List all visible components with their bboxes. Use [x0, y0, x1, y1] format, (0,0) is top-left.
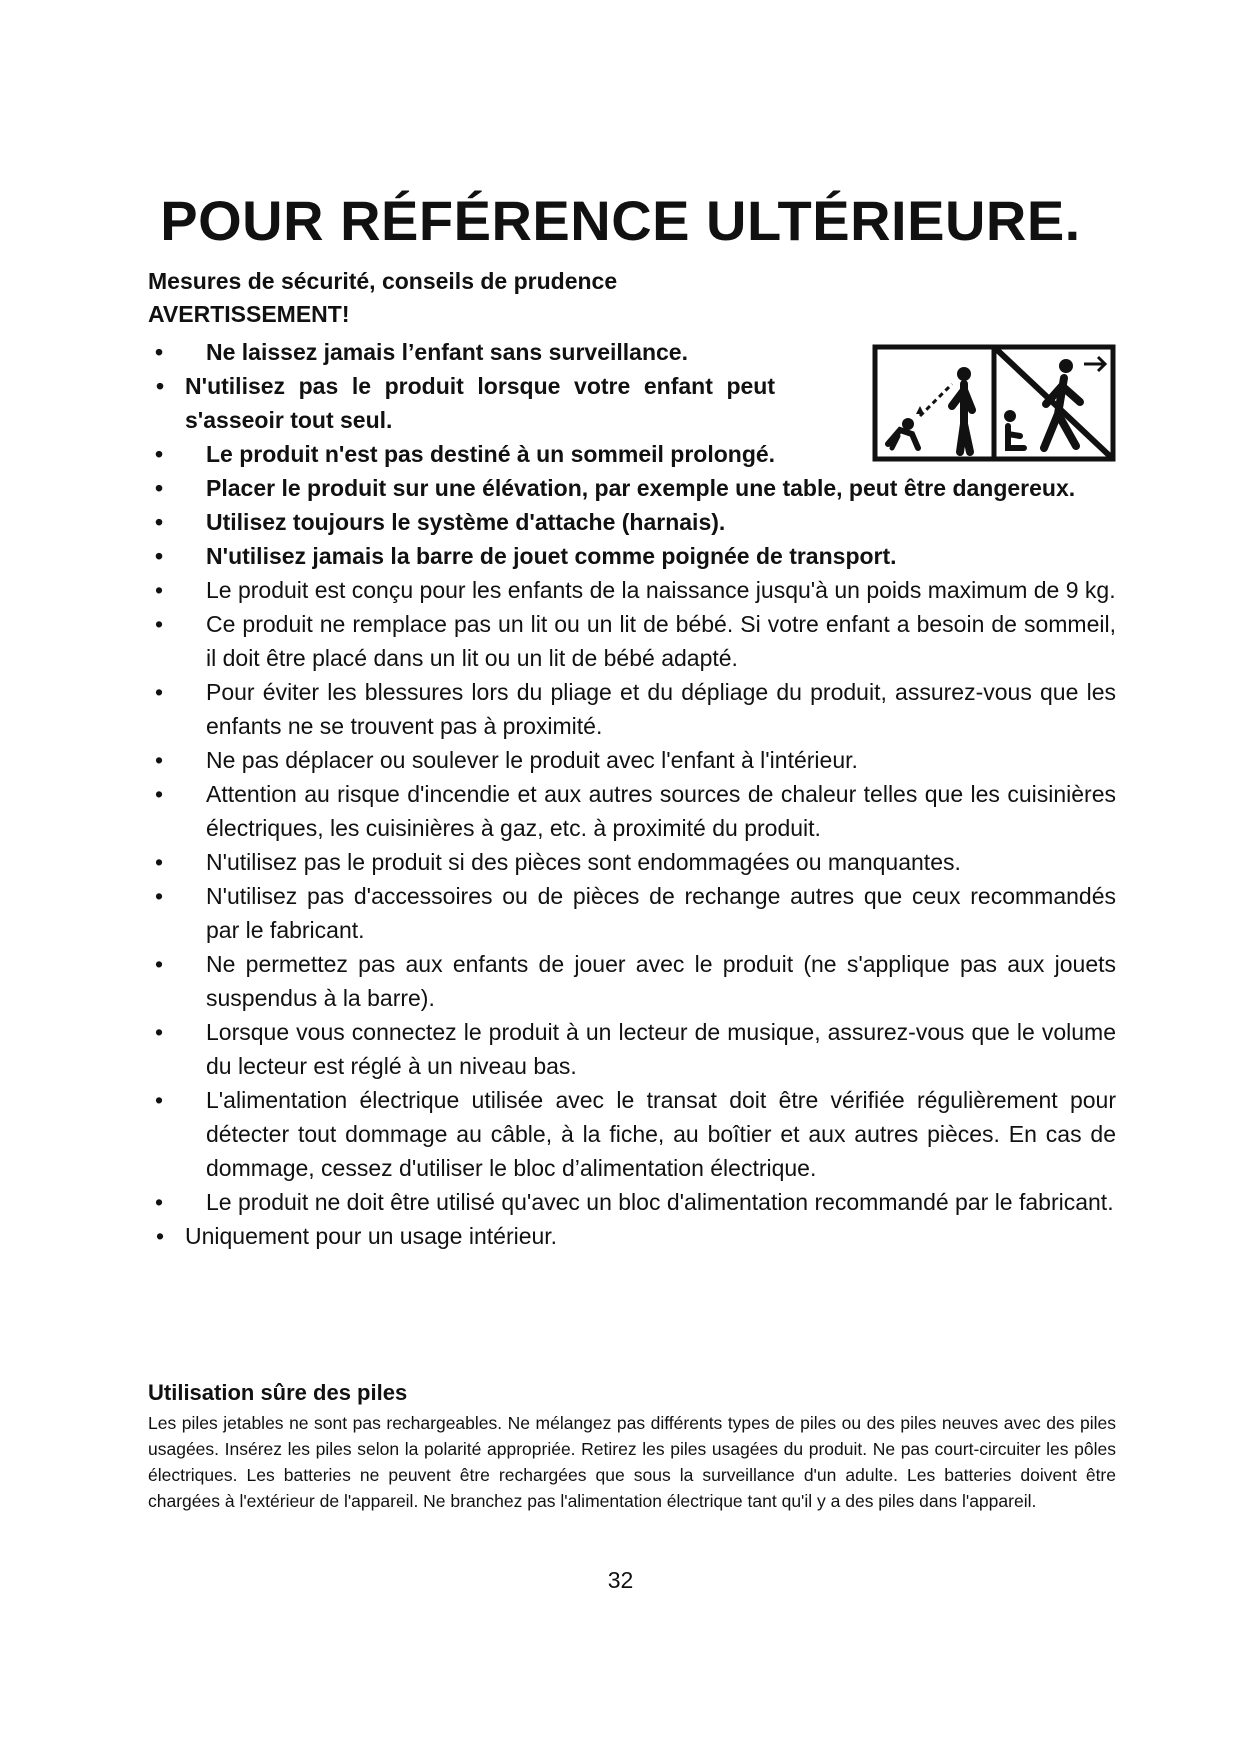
list-item: • Lorsque vous connectez le produit à un lecteur de musique, assurez-vous que le volume du lecteur est réglé à un niveau bas. [148, 1015, 1116, 1083]
page-number: 32 [607, 1567, 634, 1593]
page-title: POUR RÉFÉRENCE ULTÉRIEURE. [160, 189, 1081, 252]
list-item: • Utilisez toujours le système d'attache (harnais). [148, 505, 1116, 539]
bullet-icon: • [155, 543, 164, 569]
list-item: • Ce produit ne remplace pas un lit ou un lit de bébé. Si votre enfant a besoin de sommeil, il doit être placé dans un lit ou un lit de bébé adapté. [148, 607, 1116, 675]
list-item: • Le produit est conçu pour les enfants de la naissance jusqu'à un poids maximum de 9 kg. [148, 573, 1116, 607]
bullet-icon: • [155, 441, 164, 467]
list-item: • Ne permettez pas aux enfants de jouer avec le produit (ne s'applique pas aux jouets suspendus à la barre). [148, 947, 1116, 1015]
list-item: • Attention au risque d'incendie et aux autres sources de chaleur telles que les cuisinières électriques, les cuisinières à gaz, etc. à proximité du produit. [148, 777, 1116, 845]
warning-label: AVERTISSEMENT! [148, 301, 350, 327]
bullet-icon: • [155, 1189, 164, 1215]
bullet-icon: • [155, 679, 164, 705]
battery-section-text: Les piles jetables ne sont pas rechargeables. Ne mélangez pas différents types de piles ou des piles neuves avec des piles usagées. Insérez les piles selon la polarité appropriée. Retirez les piles usagées du produit. Ne pas court-circuiter les pôles électriques. Les batteries ne peuvent être rechargées que sous la surveillance d'un adulte. Les batteries doivent être chargées à l'extérieur de l'appareil. Ne branchez pas l'alimentation électrique tant qu'il y a des piles dans l'appareil. [148, 1413, 1116, 1511]
list-item: • Le produit n'est pas destiné à un sommeil prolongé. [148, 437, 1116, 471]
list-item: • Uniquement pour un usage intérieur. [148, 1219, 1116, 1253]
section-subtitle: Mesures de sécurité, conseils de prudence [148, 268, 618, 294]
list-item: • L'alimentation électrique utilisée avec le transat doit être vérifiée régulièrement pour détecter tout dommage au câble, à la fiche, au boîtier et aux autres pièces. En cas de dommage, cessez d'utiliser le bloc d’alimentation électrique. [148, 1083, 1116, 1185]
list-item: • Le produit ne doit être utilisé qu'avec un bloc d'alimentation recommandé par le fabricant. [148, 1185, 1116, 1219]
bullet-icon: • [155, 951, 164, 977]
list-item: • N'utilisez pas d'accessoires ou de pièces de rechange autres que ceux recommandés par le fabricant. [148, 879, 1116, 947]
list-item: • N'utilisez jamais la barre de jouet comme poignée de transport. [148, 539, 1116, 573]
bullet-icon: • [155, 781, 164, 807]
bullet-icon: • [156, 1223, 165, 1249]
bullet-icon: • [155, 475, 164, 501]
list-item: • Ne laissez jamais l’enfant sans surveillance. [148, 335, 1116, 369]
bullet-icon: • [155, 509, 164, 535]
battery-section-heading: Utilisation sûre des piles [148, 1380, 408, 1405]
bullet-icon: • [155, 339, 164, 365]
bullet-icon: • [155, 849, 164, 875]
bullet-icon: • [156, 373, 165, 399]
warnings-list [148, 335, 1116, 1253]
list-item: • Pour éviter les blessures lors du pliage et du dépliage du produit, assurez-vous que les enfants ne se trouvent pas à proximité. [148, 675, 1116, 743]
bullet-icon: • [155, 1087, 164, 1113]
bullet-icon: • [155, 577, 164, 603]
bullet-icon: • [155, 883, 164, 909]
bullet-icon: • [155, 611, 164, 637]
list-item: • Ne pas déplacer ou soulever le produit avec l'enfant à l'intérieur. [148, 743, 1116, 777]
safety-intro [148, 265, 617, 331]
bullet-icon: • [155, 747, 164, 773]
list-item: • N'utilisez pas le produit si des pièces sont endommagées ou manquantes. [148, 845, 1116, 879]
list-item: • N'utilisez pas le produit lorsque votre enfant peut s'asseoir tout seul. [148, 369, 775, 437]
list-item: • Placer le produit sur une élévation, par exemple une table, peut être dangereux. [148, 471, 1116, 505]
bullet-icon: • [155, 1019, 164, 1045]
